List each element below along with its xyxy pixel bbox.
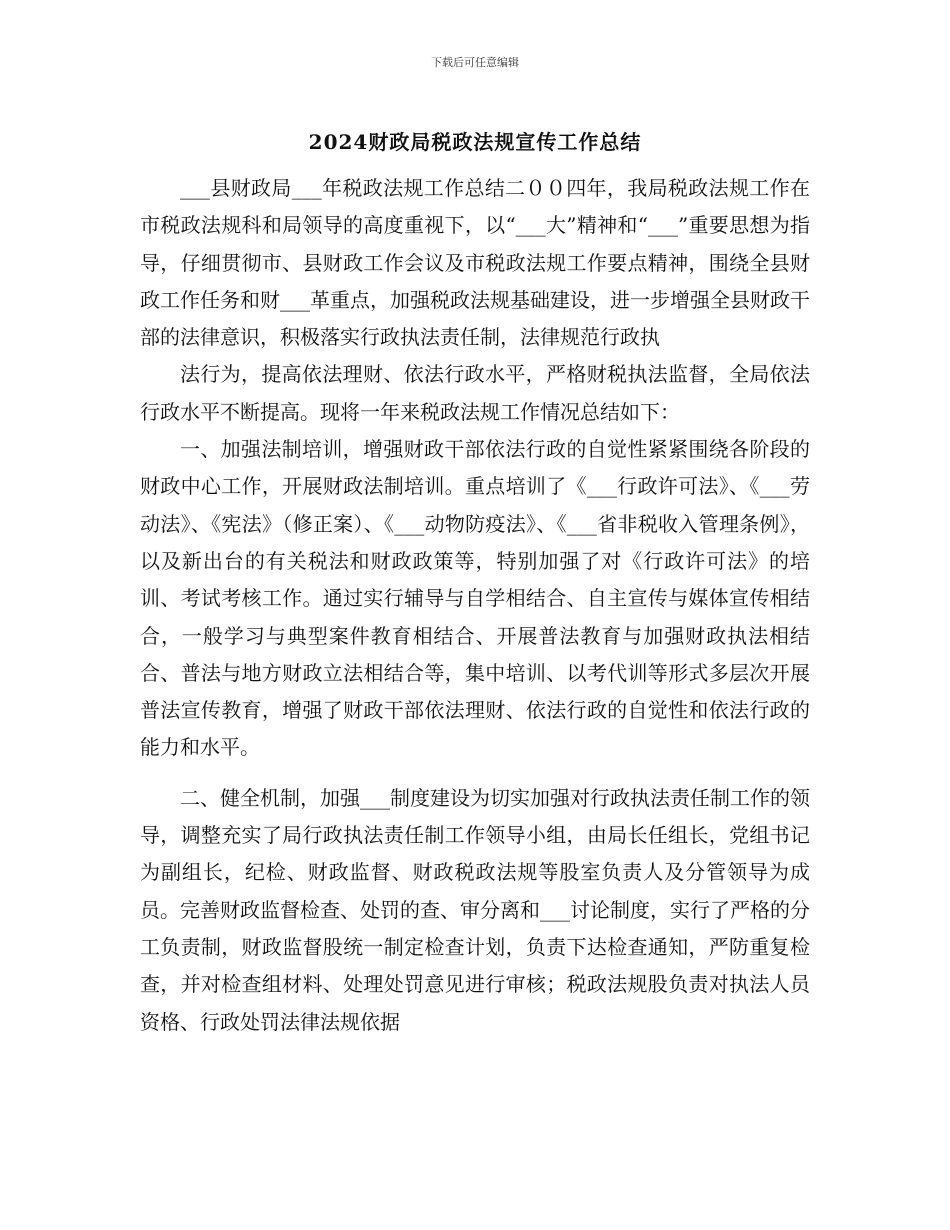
- paragraph-section-two: 二、健全机制，加强___制度建设为切实加强对行政执法责任制工作的领导，调整充实了局行政执法责任制工作领导小组，由局长任组长，党组书记为副组长，纪检、财政监督、财政税政法规等股室负责人及分管领导为成员。完善财政监督检查、处罚的查、审分离和___讨论制度，实行了严格的分工负责制，财政监督股统一制定检查计划，负责下达检查通知，严防重复检查，并对检查组材料、处理处罚意见进行审核；税政法规股负责对执法人员资格、行政处罚法律法规依据: [140, 785, 810, 1034]
- document-title: 2024财政局税政法规宣传工作总结: [308, 130, 642, 154]
- header-note: 下载后可任意编辑: [431, 56, 519, 69]
- paragraph-intro: ___县财政局___年税政法规工作总结二００四年，我局税政法规工作在市税政法规科和局领导的高度重视下，以“___大”精神和“___”重要思想为指导，仔细贯彻市、县财政工作会议及市税政法规工作要点精神，围绕全县财政工作任务和财___革重点，加强税政法规基础建设，进一步增强全县财政干部的法律意识，积极落实行政执法责任制，法律规范行政执: [140, 176, 810, 350]
- document-body: [140, 170, 810, 1041]
- paragraph-intro-continued: 法行为，提高依法理财、依法行政水平，严格财税执法监督，全局依法行政水平不断提高。现将一年来税政法规工作情况总结如下：: [140, 362, 810, 424]
- paragraph-section-one: 一、加强法制培训，增强财政干部依法行政的自觉性紧紧围绕各阶段的财政中心工作，开展财政法制培训。重点培训了《___行政许可法》、《___劳动法》、《宪法》（修正案）、《___动物防疫法》、《___省非税收入管理条例》，以及新出台的有关税法和财政政策等，特别加强了对《行政许可法》的培训、考试考核工作。通过实行辅导与自学相结合、自主宣传与媒体宣传相结合，一般学习与典型案件教育相结合、开展普法教育与加强财政执法相结合、普法与地方财政立法相结合等，集中培训、以考代训等形式多层次开展普法宣传教育，增强了财政干部依法理财、依法行政的自觉性和依法行政的能力和水平。: [140, 437, 810, 760]
